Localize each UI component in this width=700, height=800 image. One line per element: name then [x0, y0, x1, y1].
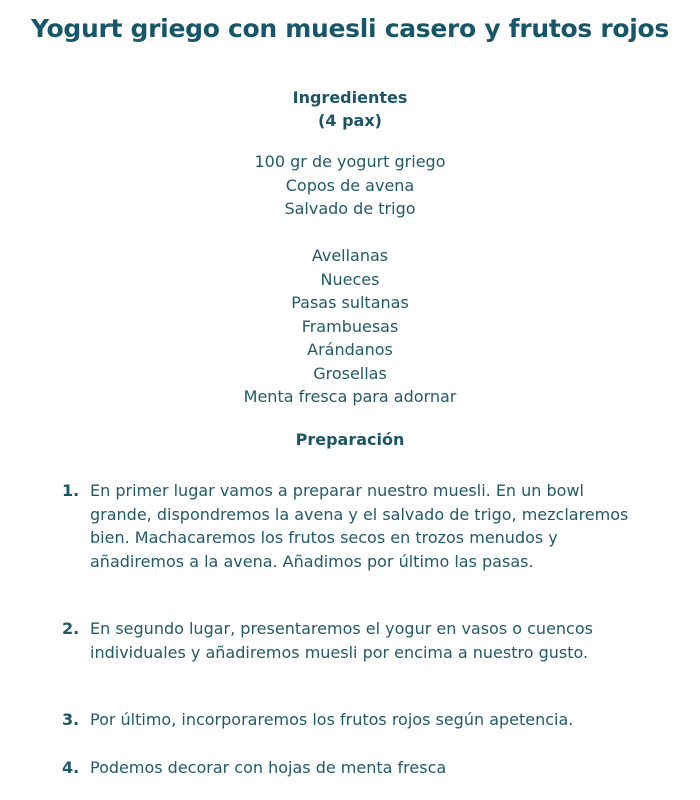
servings-label: (4 pax)	[318, 111, 382, 130]
step-text: Por último, incorporaremos los frutos rojos según apetencia.	[90, 710, 574, 729]
step-number: 4.	[62, 758, 80, 777]
ingredients-title: Ingredientes	[292, 88, 408, 107]
recipe-title: Yogurt griego con muesli casero y frutos rojos	[31, 14, 669, 43]
ingredient-item: Frambuesas	[301, 316, 399, 336]
ingredient-item: 100 gr de yogurt griego	[254, 152, 446, 171]
ingredient-item: Grosellas	[313, 363, 387, 383]
preparation-heading: Preparación	[295, 430, 405, 449]
ingredient-item: Pasas sultanas	[291, 293, 409, 312]
step-number: 2.	[62, 619, 80, 638]
ingredients-heading	[0, 86, 700, 132]
ingredients-list-toppings	[0, 244, 700, 409]
ingredient-item: Arándanos	[307, 340, 393, 359]
ingredient-item: Menta fresca para adornar	[243, 387, 457, 406]
step-number: 1.	[62, 481, 80, 500]
ingredient-item: Copos de avena	[285, 175, 415, 195]
step-number: 3.	[62, 710, 80, 729]
ingredients-list-base	[0, 150, 700, 221]
ingredient-item: Nueces	[320, 269, 380, 289]
step-text: Podemos decorar con hojas de menta fresca	[90, 758, 447, 777]
step-text: En primer lugar vamos a preparar nuestro muesli. En un bowl grande, dispondremos la avena y el salvado de trigo, mezclaremos bien. Machacaremos los frutos secos en trozos menudos y añadiremos a la avena. Añadimos por último las pasas.	[90, 481, 629, 571]
ingredient-item: Salvado de trigo	[284, 199, 416, 218]
step-text: En segundo lugar, presentaremos el yogur en vasos o cuencos individuales y añadiremos muesli por encima a nuestro gusto.	[90, 619, 593, 662]
ingredient-item: Avellanas	[311, 246, 389, 265]
